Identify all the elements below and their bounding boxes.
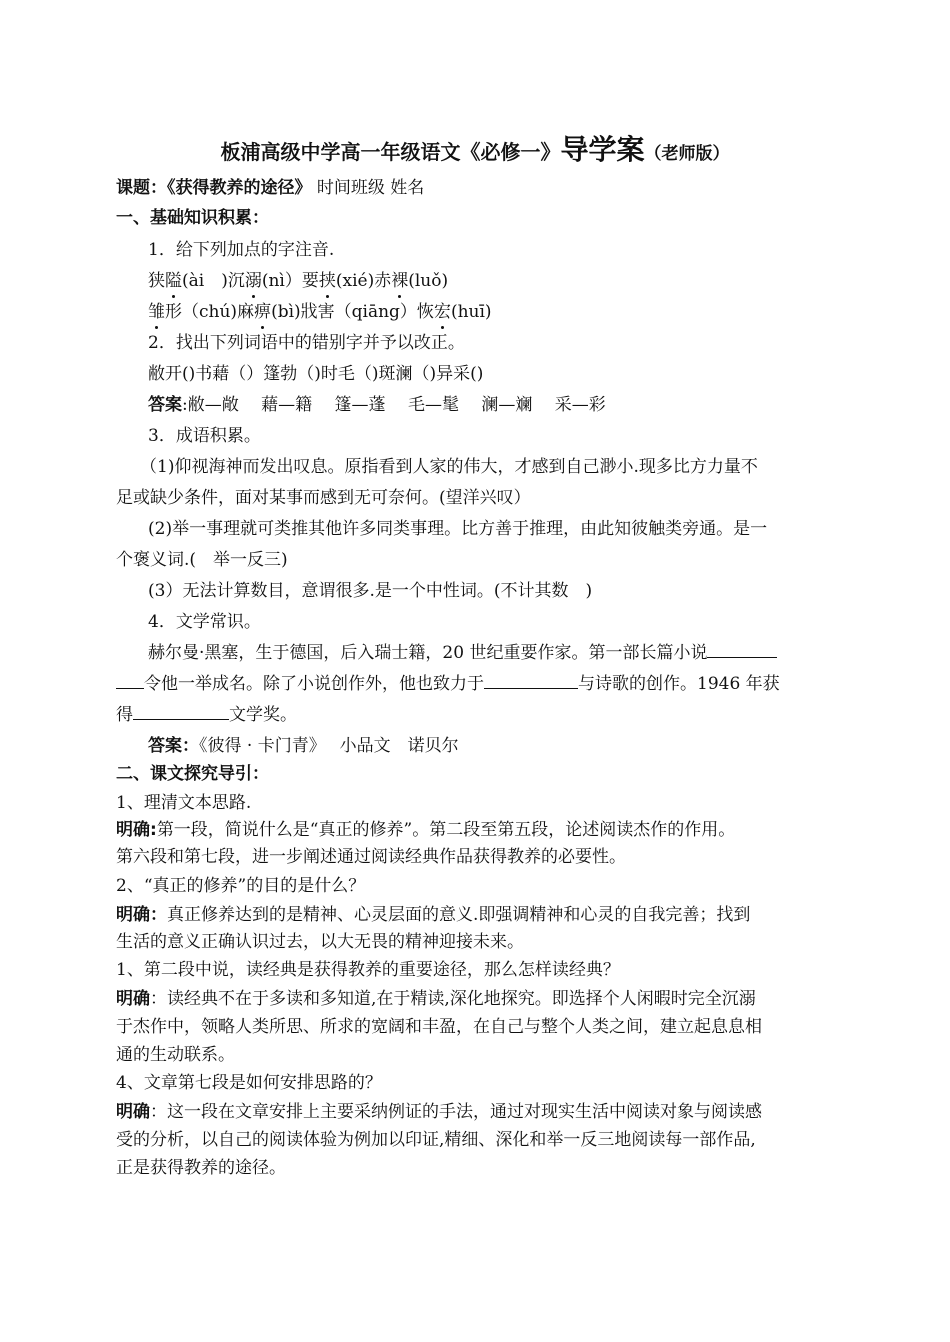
dotted-char: 隘 bbox=[165, 271, 182, 291]
pinyin: (ài )沉 bbox=[182, 271, 245, 291]
q4-line3 bbox=[116, 703, 297, 727]
section1-heading: 一、基础知识积累： bbox=[116, 208, 269, 228]
s2-a1-line2: 第六段和第七段，进一步阐述通过阅读经典作品获得教养的必要性。 bbox=[116, 847, 626, 867]
q3-prompt: 3．成语积累。 bbox=[148, 426, 261, 446]
topic-meta: 时间班级 姓名 bbox=[311, 178, 425, 198]
q4-text: 与诗歌的创作。1946 年获 bbox=[578, 674, 780, 694]
q2-words: 敝开()书藉（）篷勃（)时毛（)斑澜（)异采() bbox=[148, 364, 484, 384]
q2-prompt: 2．找出下列词语中的错别字并予以改正。 bbox=[148, 333, 465, 353]
q3-item2-line1: (2)举一事理就可类推其他许多同类事理。比方善于推理，由此知彼触类旁通。是一 bbox=[148, 519, 768, 539]
fill-in-blank bbox=[484, 672, 578, 689]
dotted-char: 雏 bbox=[148, 302, 165, 322]
pinyin: (luǒ) bbox=[408, 271, 449, 291]
dotted-char: 痹 bbox=[254, 302, 272, 322]
pinyin: (nì）要 bbox=[261, 271, 319, 291]
title-edition: （老师版） bbox=[644, 144, 730, 164]
q3-item2-line2: 个褒义词.( 举一反三) bbox=[116, 550, 288, 570]
q3-item3: (3）无法计算数目，意谓很多.是一个中性词。(不计其数 ) bbox=[148, 581, 593, 601]
answer-label: 明确: bbox=[116, 820, 157, 840]
dotted-char: 挟 bbox=[318, 271, 336, 291]
page-title bbox=[0, 134, 950, 170]
q4-prompt: 4．文学常识。 bbox=[148, 612, 261, 632]
char: 狭 bbox=[148, 271, 165, 291]
topic-label: 课题： bbox=[116, 178, 167, 198]
s2-q2: 2、“真正的修养”的目的是什么？ bbox=[116, 876, 366, 896]
answer-text: 真正修养达到的是精神、心灵层面的意义.即强调精神和心灵的自我完善；找到 bbox=[167, 905, 751, 925]
answer-label: 答案 bbox=[148, 395, 182, 415]
q4-text: 得 bbox=[116, 705, 133, 725]
fill-in-blank bbox=[707, 641, 777, 658]
answer-text: ：读经典不在于多读和多知道,在于精读,深化地探究。即选择个人闲暇时完全沉溺 bbox=[150, 989, 756, 1009]
answer-label: 明确 bbox=[116, 1102, 150, 1122]
dotted-char: 裸 bbox=[391, 271, 409, 291]
s2-a3-line2: 于杰作中，领略人类所思、所求的宽阔和丰盈，在自己与整个人类之间，建立起息息相 bbox=[116, 1017, 762, 1037]
q1-prompt: 1．给下列加点的字注音. bbox=[148, 240, 335, 260]
q4-line2 bbox=[116, 672, 780, 696]
s2-a1-line1 bbox=[116, 818, 735, 842]
title-guide: 导学案 bbox=[560, 133, 645, 166]
q3-item1-line1: （1)仰视海神而发出叹息。原指看到人家的伟大，才感到自己渺小.现多比方力量不 bbox=[140, 457, 758, 477]
section2-heading: 二、课文探究导引： bbox=[116, 764, 269, 784]
q4-text: 令他一举成名。除了小说创作外，他也致力于 bbox=[144, 674, 484, 694]
answer-text: ：这一段在文章安排上主要采纳例证的手法，通过对现实生活中阅读对象与阅读感 bbox=[150, 1102, 762, 1122]
s2-q1: 1、理清文本思路. bbox=[116, 793, 252, 813]
q2-answer bbox=[148, 393, 606, 417]
title-school-course: 板浦高级中学高一年级语文《必修一》 bbox=[220, 140, 561, 164]
answer-text: 《彼得 · 卡门青》 小品文 诺贝尔 bbox=[199, 736, 459, 756]
q3-item1-line2: 足或缺少条件，面对某事而感到无可奈何。(望洋兴叹） bbox=[116, 488, 531, 508]
fill-in-blank bbox=[133, 703, 229, 720]
dotted-char: 溺 bbox=[244, 271, 262, 291]
s2-a4-line3: 正是获得教养的途径。 bbox=[116, 1158, 286, 1178]
q1-pinyin-line-2 bbox=[148, 300, 492, 324]
answer-label: 答案： bbox=[148, 736, 199, 756]
q4-answer bbox=[148, 734, 459, 758]
answer-text: 第一段，简说什么是“真正的修养”。第二段至第五段，论述阅读杰作的作用。 bbox=[156, 820, 736, 840]
s2-a2-line1 bbox=[116, 903, 750, 927]
q4-text: 赫尔曼·黑塞，生于德国，后入瑞士籍，20 世纪重要作家。第一部长篇小说 bbox=[148, 643, 708, 663]
q4-line1 bbox=[148, 641, 777, 665]
topic-name: 《获得教养的途径》 bbox=[167, 178, 312, 198]
q1-pinyin-line-1 bbox=[148, 269, 448, 293]
pinyin: (xié)赤 bbox=[335, 271, 392, 291]
pinyin: 形（chú)麻 bbox=[165, 302, 255, 322]
pinyin: (huī) bbox=[450, 302, 492, 322]
dotted-char: 宏 bbox=[433, 302, 451, 322]
q4-text: 文学奖。 bbox=[229, 705, 297, 725]
fill-in-blank bbox=[116, 672, 144, 689]
s2-a3-line3: 通的生动联系。 bbox=[116, 1045, 235, 1065]
answer-label: 明确 bbox=[116, 989, 150, 1009]
answer-text: :敝—敞 藉—籍 篷—蓬 毛—髦 澜—斓 采—彩 bbox=[182, 395, 606, 415]
s2-q4: 4、文章第七段是如何安排思路的？ bbox=[116, 1073, 382, 1093]
s2-a4-line1 bbox=[116, 1100, 762, 1124]
s2-a3-line1 bbox=[116, 987, 756, 1011]
answer-label: 明确： bbox=[116, 905, 167, 925]
pinyin: (bì)戕害（qiāng）恢 bbox=[271, 302, 434, 322]
s2-a4-line2: 受的分析，以自己的阅读体验为例加以印证,精细、深化和举一反三地阅读每一部作品, bbox=[116, 1130, 756, 1150]
s2-a2-line2: 生活的意义正确认识过去，以大无畏的精神迎接未来。 bbox=[116, 932, 524, 952]
topic-line bbox=[116, 176, 424, 200]
s2-q3: 1、第二段中说，读经典是获得教养的重要途径，那么怎样读经典？ bbox=[116, 960, 620, 980]
